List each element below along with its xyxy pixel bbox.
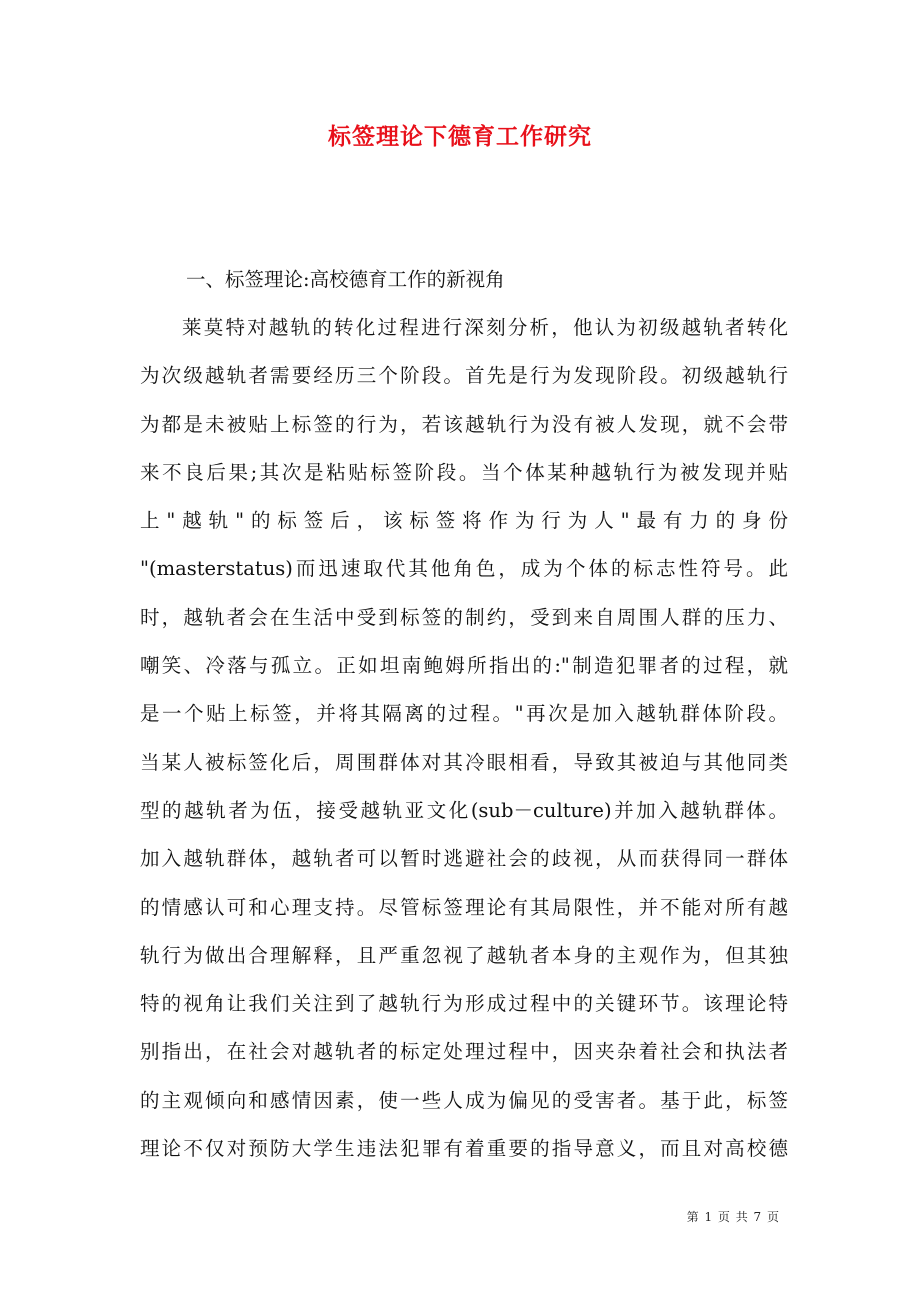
paragraph-line: 别指出，在社会对越轨者的标定处理过程中，因夹杂着社会和执法者 xyxy=(140,1040,788,1064)
paragraph-line: 为都是未被贴上标签的行为，若该越轨行为没有被人发现，就不会带 xyxy=(140,412,788,436)
paragraph-line: 轨行为做出合理解释，且严重忽视了越轨者本身的主观作为，但其独 xyxy=(140,943,788,967)
paragraph-line: 型的越轨者为伍，接受越轨亚文化(sub－culture)并加入越轨群体。 xyxy=(140,798,788,822)
paragraph-line: 当某人被标签化后，周围群体对其冷眼相看，导致其被迫与其他同类 xyxy=(140,750,788,774)
section-heading: 一、标签理论:高校德育工作的新视角 xyxy=(186,268,505,291)
paragraph-line: "(masterstatus)而迅速取代其他角色，成为个体的标志性符号。此 xyxy=(140,557,788,581)
paragraph-line: 嘲笑、冷落与孤立。正如坦南鲍姆所指出的:"制造犯罪者的过程，就 xyxy=(140,654,788,678)
paragraph-line: 的主观倾向和感情因素，使一些人成为偏见的受害者。基于此，标签 xyxy=(140,1088,788,1112)
paragraph-line: 特的视角让我们关注到了越轨行为形成过程中的关键环节。该理论特 xyxy=(140,992,788,1016)
document-title: 标签理论下德育工作研究 xyxy=(328,123,592,150)
paragraph-line: 的情感认可和心理支持。尽管标签理论有其局限性，并不能对所有越 xyxy=(140,895,788,919)
paragraph-line: 时，越轨者会在生活中受到标签的制约，受到来自周围人群的压力、 xyxy=(140,605,788,629)
page-number: 第 1 页 共 7 页 xyxy=(686,1210,780,1224)
paragraph-line: 上"越轨"的标签后，该标签将作为行为人"最有力的身份 xyxy=(140,509,788,533)
paragraph-line: 是一个贴上标签，并将其隔离的过程。"再次是加入越轨群体阶段。 xyxy=(140,702,788,726)
paragraph xyxy=(140,313,800,1182)
paragraph-line: 来不良后果;其次是粘贴标签阶段。当个体某种越轨行为被发现并贴 xyxy=(140,460,788,484)
paragraph-line: 加入越轨群体，越轨者可以暂时逃避社会的歧视，从而获得同一群体 xyxy=(140,847,788,871)
paragraph-line: 莱莫特对越轨的转化过程进行深刻分析，他认为初级越轨者转化 xyxy=(182,316,788,339)
paragraph-line: 理论不仅对预防大学生违法犯罪有着重要的指导意义，而且对高校德 xyxy=(140,1137,788,1161)
paragraph-line: 为次级越轨者需要经历三个阶段。首先是行为发现阶段。初级越轨行 xyxy=(140,364,788,388)
